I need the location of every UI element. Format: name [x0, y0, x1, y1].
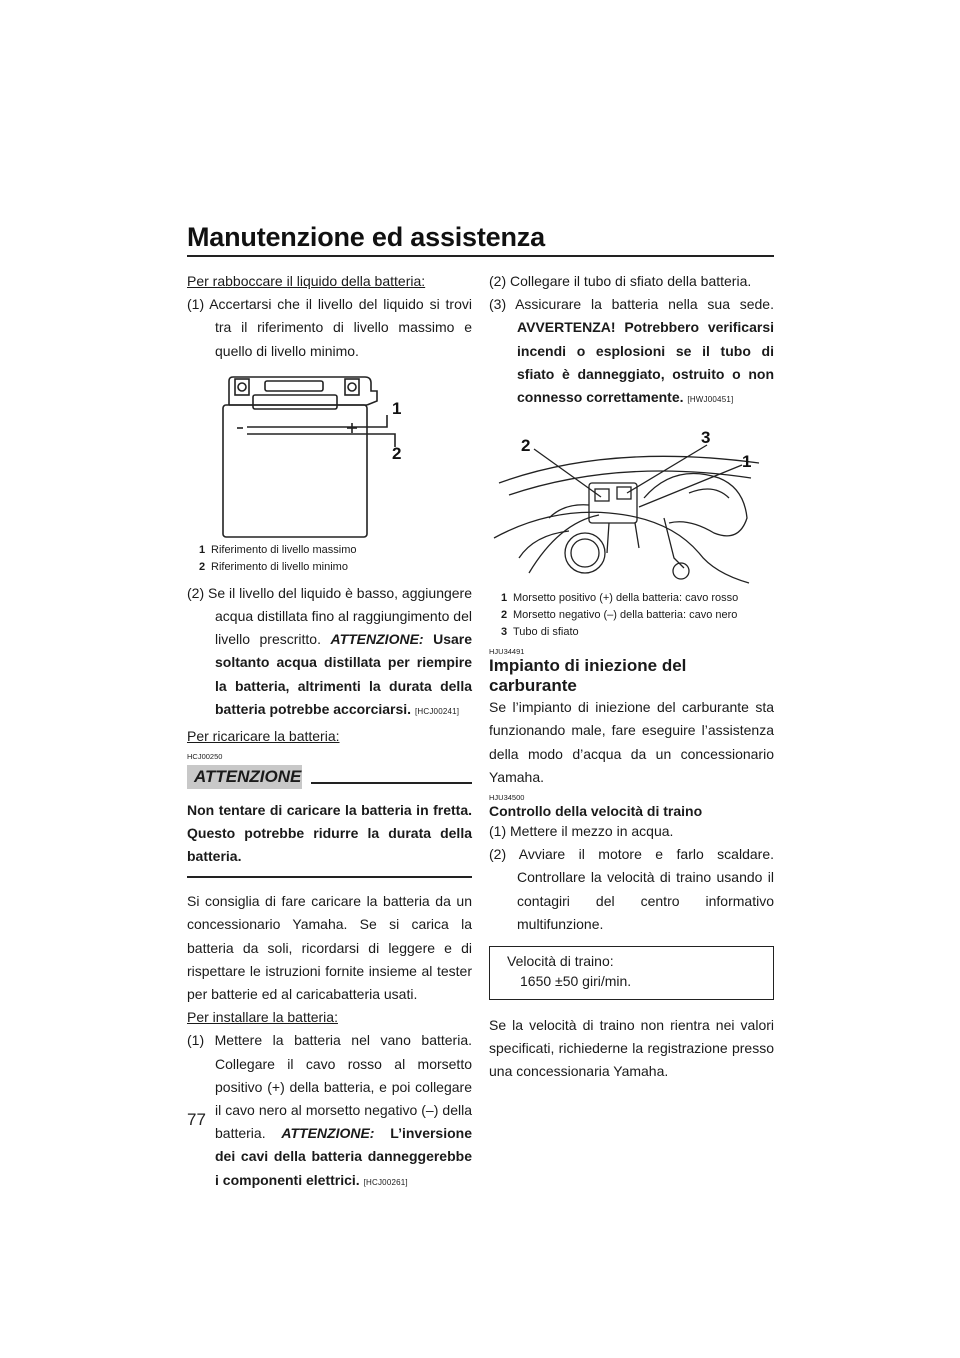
battery-compartment-illustration	[489, 423, 774, 591]
callout-1-eng: 1	[742, 452, 752, 472]
spec-label: Velocità di traino:	[507, 953, 614, 970]
fig2-caption-1: 1 Morsetto positivo (+) della batteria: cavo rosso	[501, 592, 739, 605]
page-title: Manutenzione ed assistenza	[187, 222, 545, 252]
callout-3-eng: 3	[701, 428, 711, 448]
fig2-caption-3: 3 Tubo di sfiato	[501, 626, 579, 639]
install-step-3: (3) Assicurare la batteria nella sua sede. AVVERTENZA! Potrebbero verificarsi incendi o esplosioni se il tubo di sfiato è danneggiato, ostruito o non connesso correttamente. [HWJ00451]	[489, 296, 774, 406]
callout-2: 2	[392, 443, 402, 463]
charge-heading: Per ricaricare la batteria:	[187, 728, 340, 745]
attention-header	[187, 765, 472, 791]
attention-rule	[187, 876, 472, 878]
battery-level-figure	[187, 367, 472, 542]
charge-paragraph: Si consiglia di fare caricare la batteria da un concessionario Yamaha. Se si carica la batteria da soli, ricordarsi di leggere e di rispettare le istruzioni fornite insieme al tester per batterie ed al caricabatteria usati.	[187, 893, 472, 1003]
trolling-step-2: (2) Avviare il motore e farlo scaldare. Controllare la velocità di traino usando il contagiri del centro informativo multifunzione.	[489, 846, 774, 932]
trolling-code: HJU34500	[489, 793, 525, 803]
attention-body: Non tentare di caricare la batteria in fretta. Questo potrebbe ridurre la durata della batteria.	[187, 802, 472, 865]
trolling-step-1: (1) Mettere il mezzo in acqua.	[489, 823, 674, 840]
battery-illustration	[187, 367, 472, 542]
trolling-section-title: Controllo della velocità di traino	[489, 803, 703, 820]
refill-step-1: (1) Accertarsi che il livello del liquido si trovi tra il riferimento di livello massimo e quello di livello minimo.	[187, 296, 472, 359]
fi-section-title: Impianto di iniezione del carburante	[489, 656, 687, 696]
right-column	[489, 270, 774, 1084]
fi-code: HJU34491	[489, 647, 525, 657]
trolling-spec-box	[489, 946, 774, 1000]
callout-2-eng: 2	[521, 436, 531, 456]
refill-step-2: (2) Se il livello del liquido è basso, aggiungere acqua distillata fino al raggiungimento del livello prescritto. ATTENZIONE: Usare soltanto acqua distillata per riempire la batteria, altrimenti la durata della batteria potrebbe accorciarsi. [HCJ00241]	[187, 584, 473, 717]
fi-paragraph: Se l’impianto di iniezione del carburante sta funzionando male, fare eseguire l’assistenza della modo d’acqua da un concessionario Yamaha.	[489, 699, 774, 785]
attention-code: HCJ00250	[187, 752, 223, 762]
spec-value: 1650 ±50 giri/min.	[520, 973, 632, 990]
install-step-1: (1) Mettere la batteria nel vano batteria. Collegare il cavo rosso al morsetto positivo (+) della batteria, e poi collegare il cavo nero al morsetto negativo (–) della batteria. ATTENZIONE: L’inversione dei cavi della batteria danneggerebbe i componenti elettrici. [HCJ00261]	[187, 1032, 472, 1188]
header-rule	[187, 255, 774, 257]
attention-label: ATTENZIONE	[187, 765, 302, 789]
install-step-2: (2) Collegare il tubo di sfiato della batteria.	[489, 273, 752, 289]
fig1-caption-1: 1 Riferimento di livello massimo	[199, 543, 357, 556]
page-number: 77	[187, 1110, 206, 1129]
engine-bay-figure	[489, 423, 774, 591]
fig2-caption-2: 2 Morsetto negativo (–) della batteria: cavo nero	[501, 609, 738, 622]
refill-heading: Per rabboccare il liquido della batteria:	[187, 273, 426, 289]
final-paragraph: Se la velocità di traino non rientra nei valori specificati, richiederne la registrazione presso una concessionaria Yamaha.	[489, 1017, 774, 1080]
callout-1: 1	[392, 398, 402, 418]
fig1-caption-2: 2 Riferimento di livello minimo	[199, 560, 348, 573]
left-column	[187, 270, 472, 1194]
install-heading: Per installare la batteria:	[187, 1009, 338, 1026]
